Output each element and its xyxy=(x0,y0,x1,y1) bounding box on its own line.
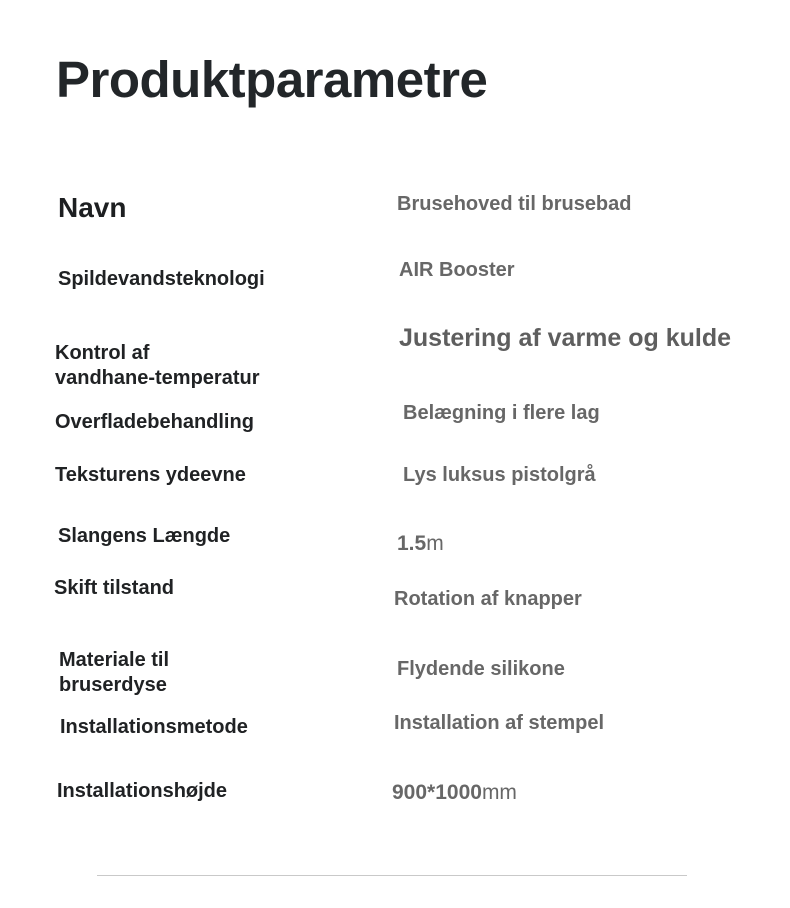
param-value-number: 900*1000 xyxy=(392,781,482,804)
param-label-teksturens-ydeevne xyxy=(55,463,246,488)
param-label-skift-tilstand xyxy=(54,576,174,601)
param-value-text: Justering af varme og kulde xyxy=(399,324,732,352)
param-value-skift-tilstand xyxy=(394,587,582,612)
param-value-text: AIR Booster xyxy=(399,259,515,281)
param-value-installationshoejde xyxy=(392,780,517,805)
param-label-slangens-laengde xyxy=(58,524,230,549)
param-label-text-line2: bruserdyse xyxy=(59,674,167,696)
param-value-navn xyxy=(397,192,632,217)
param-label-text: Navn xyxy=(58,192,127,223)
param-value-text: Flydende silikone xyxy=(397,658,565,680)
param-label-text: Materiale til xyxy=(59,649,170,671)
param-value-number: 1.5 xyxy=(397,532,427,555)
param-value-teksturens-ydeevne xyxy=(403,463,596,488)
param-label-spildevandsteknologi xyxy=(58,267,265,292)
bottom-divider xyxy=(97,875,687,876)
param-value-text: Lys luksus pistolgrå xyxy=(403,464,596,486)
param-value-bruserdyse xyxy=(397,657,565,682)
param-value-installationsmetode xyxy=(394,711,604,736)
param-label-text: Overfladebehandling xyxy=(55,411,254,433)
param-label-installationsmetode xyxy=(60,715,248,740)
param-label-text: Teksturens ydeevne xyxy=(55,464,246,486)
param-value-text: Rotation af knapper xyxy=(394,588,582,610)
param-value-spildevandsteknologi xyxy=(399,258,515,283)
param-label-text: Kontrol af xyxy=(55,342,150,364)
param-label-text-line2: vandhane-temperatur xyxy=(55,367,260,389)
param-label-bruserdyse xyxy=(59,648,169,698)
param-value-vandhane-temperatur xyxy=(399,323,731,353)
param-value-text: Installation af stempel xyxy=(394,712,605,734)
param-label-text: Skift tilstand xyxy=(54,577,175,599)
param-label-installationshoejde xyxy=(57,779,227,804)
param-label-text: Installationsmetode xyxy=(60,716,248,738)
param-label-text: Spildevandsteknologi xyxy=(58,268,265,290)
param-value-text: Brusehoved til brusebad xyxy=(397,193,632,215)
param-label-vandhane-temperatur xyxy=(55,341,260,391)
param-label-text: Installationshøjde xyxy=(57,780,228,802)
param-value-text: Belægning i flere lag xyxy=(403,402,600,424)
param-label-overfladebehandling xyxy=(55,410,254,435)
param-value-unit: m xyxy=(426,532,444,555)
param-label-navn xyxy=(58,192,126,224)
page-title: Produktparametre xyxy=(56,51,488,108)
param-value-slangens-laengde xyxy=(397,531,444,556)
param-value-overfladebehandling xyxy=(403,401,600,426)
param-label-text: Slangens Længde xyxy=(58,525,231,547)
param-value-unit: mm xyxy=(481,781,517,804)
